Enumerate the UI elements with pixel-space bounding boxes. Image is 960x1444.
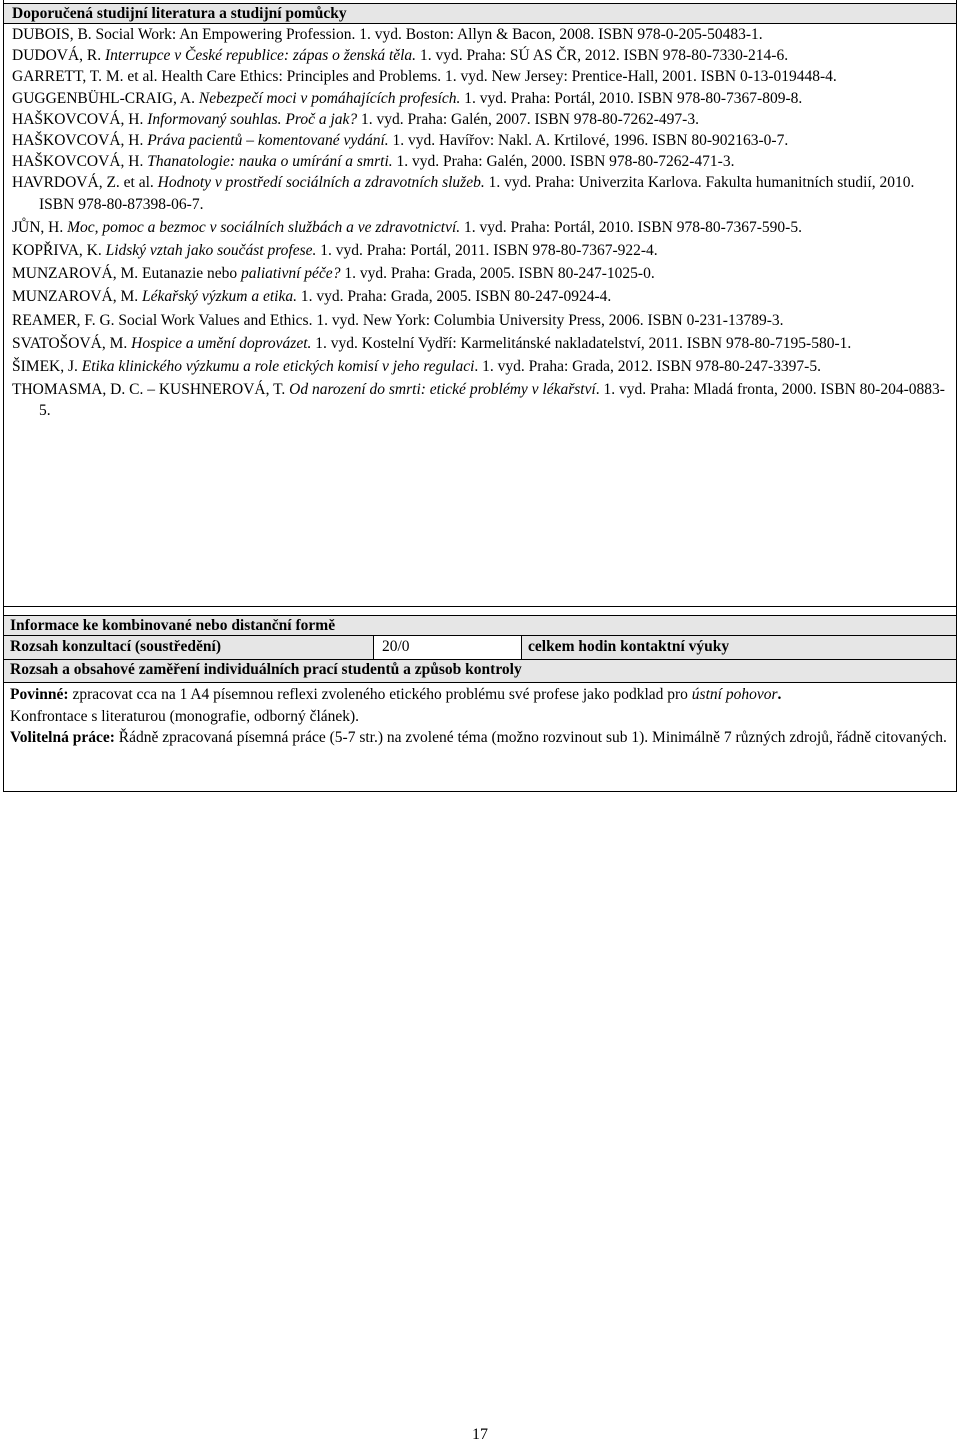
- consultation-unit: celkem hodin kontaktní výuky: [522, 636, 956, 659]
- literature-entry: GARRETT, T. M. et al. Health Care Ethics: Principles and Problems. 1. vyd. New Jersey: Prentice-Hall, 2001. ISBN 0-13-019448-4.: [12, 68, 837, 86]
- literature-entry: HAVRDOVÁ, Z. et al. Hodnoty v prostředí sociálních a zdravotních služeb. 1. vyd. Praha: Univerzita Karlova. Fakulta humanitních studií, 2010. ISBN 978-80-87398-06-7.: [12, 174, 915, 213]
- literature-entry: ŠIMEK, J. Etika klinického výzkumu a role etických komisí v jeho regulaci. 1. vyd. Praha: Grada, 2012. ISBN 978-80-247-3397-5.: [12, 358, 821, 376]
- literature-entry: KOPŘIVA, K. Lidský vztah jako součást profese. 1. vyd. Praha: Portál, 2011. ISBN 978-80-7367-922-4.: [12, 242, 658, 260]
- literature-entry: JŮN, H. Moc, pomoc a bezmoc v sociálních službách a ve zdravotnictví. 1. vyd. Praha: Portál, 2010. ISBN 978-80-7367-590-5.: [12, 218, 802, 236]
- mandatory-work: Povinné: zpracovat cca na 1 A4 písemnou reflexi zvoleného etického problému své profese jako podklad pro ústní pohovor.: [10, 686, 782, 703]
- consultation-label: Rozsah konzultací (soustředění): [4, 636, 374, 659]
- literature-entry: GUGGENBÜHL-CRAIG, A. Nebezpečí moci v pomáhajících profesích. 1. vyd. Praha: Portál, 2010. ISBN 978-80-7367-809-8.: [12, 89, 803, 107]
- works-description: [10, 684, 950, 749]
- literature-entry: DUBOIS, B. Social Work: An Empowering Profession. 1. vyd. Boston: Allyn & Bacon, 2008. ISBN 978-0-205-50483-1.: [12, 26, 763, 43]
- literature-heading: Doporučená studijní literatura a studijní pomůcky: [4, 3, 956, 24]
- works-heading: Rozsah a obsahové zaměření individuálních prací studentů a způsob kontroly: [4, 660, 956, 683]
- literature-entry: SVATOŠOVÁ, M. Hospice a umění doprovázet. 1. vyd. Kostelní Vydří: Karmelitánské nakladatelství, 2011. ISBN 978-80-7195-580-1.: [12, 334, 852, 352]
- literature-entry: MUNZAROVÁ, M. Eutanazie nebo paliativní péče? 1. vyd. Praha: Grada, 2005. ISBN 80-247-1025-0.: [12, 265, 655, 283]
- literature-section: [3, 0, 957, 606]
- literature-entry: REAMER, F. G. Social Work Values and Ethics. 1. vyd. New York: Columbia University Press, 2006. ISBN 0-231-13789-3.: [12, 311, 784, 329]
- literature-list: [12, 24, 952, 422]
- literature-entry: HAŠKOVCOVÁ, H. Informovaný souhlas. Proč a jak? 1. vyd. Praha: Galén, 2007. ISBN 978-80-7262-497-3.: [12, 110, 699, 128]
- confrontation-text: Konfrontace s literaturou (monografie, odborný článek).: [10, 707, 360, 725]
- optional-work: Volitelná práce: Řádně zpracovaná písemná práce (5-7 str.) na zvolené téma (možno rozvinout sub 1). Minimálně 7 různých zdrojů, řádně citovaných.: [10, 729, 947, 746]
- literature-entry: THOMASMA, D. C. – KUSHNEROVÁ, T. Od narození do smrti: etické problémy v lékařství. 1. vyd. Praha: Mladá fronta, 2000. ISBN 80-204-0883-5.: [12, 381, 945, 420]
- distance-form-heading: Informace ke kombinované nebo distanční formě: [4, 615, 956, 636]
- consultation-row: [4, 636, 956, 660]
- consultation-value: 20/0: [374, 636, 522, 659]
- distance-form-section: [3, 606, 957, 792]
- page-number: 17: [472, 1426, 488, 1443]
- literature-entry: HAŠKOVCOVÁ, H. Práva pacientů – komentované vydání. 1. vyd. Havířov: Nakl. A. Krtilové, 1996. ISBN 80-902163-0-7.: [12, 132, 789, 150]
- literature-entry: MUNZAROVÁ, M. Lékařský výzkum a etika. 1. vyd. Praha: Grada, 2005. ISBN 80-247-0924-4.: [12, 288, 612, 306]
- literature-entry: HAŠKOVCOVÁ, H. Thanatologie: nauka o umírání a smrti. 1. vyd. Praha: Galén, 2000. ISBN 978-80-7262-471-3.: [12, 153, 735, 171]
- literature-entry: DUDOVÁ, R. Interrupce v České republice: zápas o ženská těla. 1. vyd. Praha: SÚ AS ČR, 2012. ISBN 978-80-7330-214-6.: [12, 47, 789, 65]
